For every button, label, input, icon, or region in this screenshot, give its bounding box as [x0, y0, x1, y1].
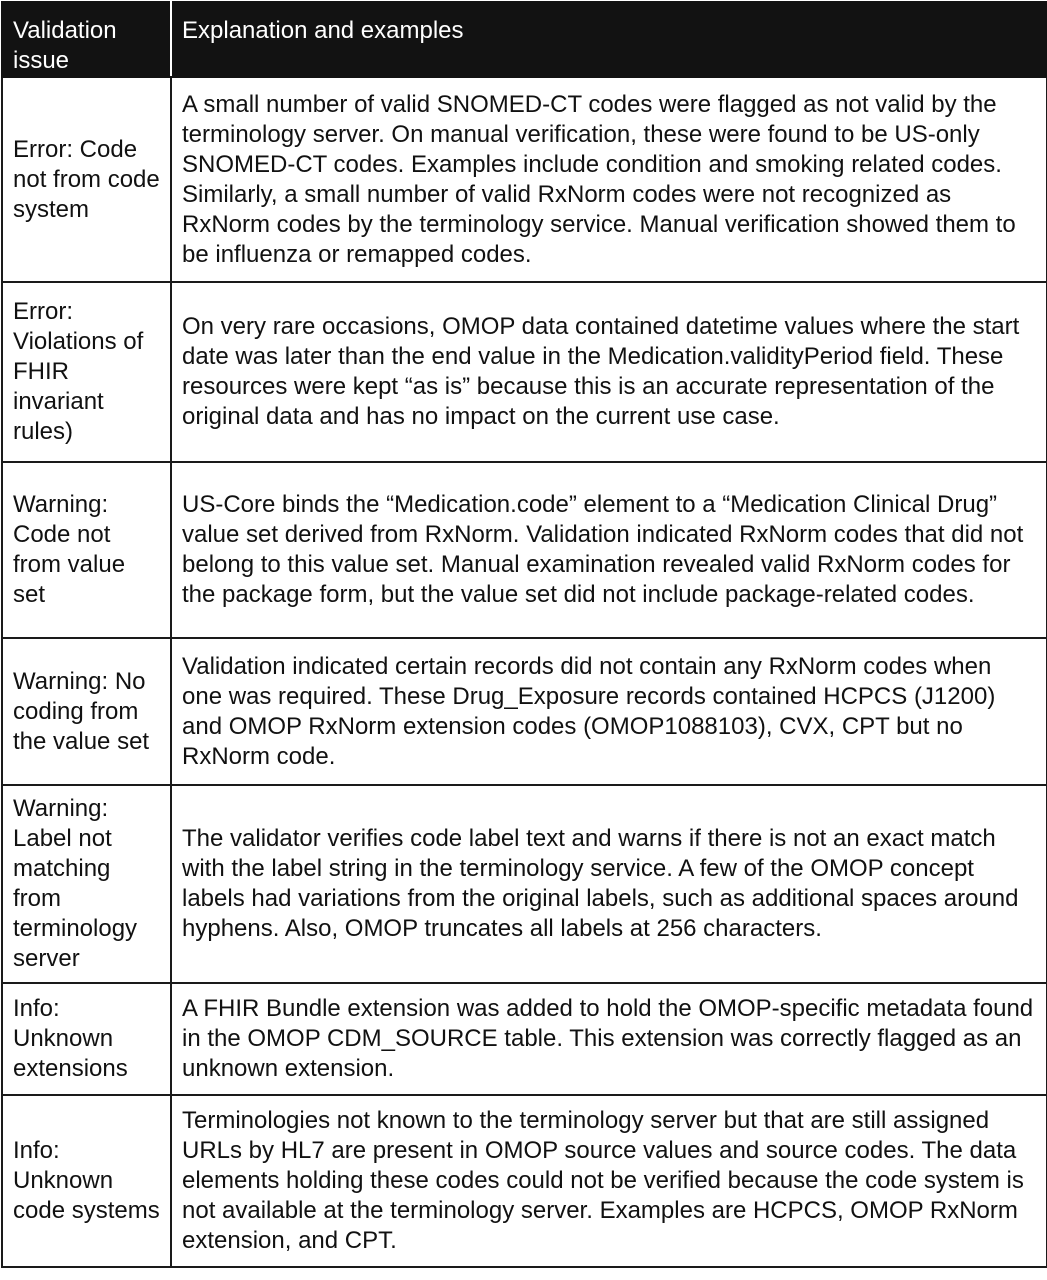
explanation-cell: Validation indicated certain records did not contain any RxNorm codes when one was required. These Drug_Exposure records contained HCPCS (J1200) and OMOP RxNorm extension codes (OMOP1088103), CVX, CPT but no RxNorm code.	[171, 638, 1047, 785]
explanation-cell: A small number of valid SNOMED-CT codes were flagged as not valid by the terminology server. On manual verification, these were found to be US-only SNOMED-CT codes. Examples include condition and smoking related codes. Similarly, a small number of valid RxNorm codes were not recognized as RxNorm codes by the terminology service. Manual verification showed them to be influenza or remapped codes.	[171, 77, 1047, 282]
issue-cell: Warning: No coding from the value set	[2, 638, 171, 785]
table-row	[2, 983, 1047, 1095]
table-row	[2, 462, 1047, 638]
explanation-cell: Terminologies not known to the terminology server but that are still assigned URLs by HL7 are present in OMOP source values and source codes. The data elements holding these codes could not be verified because the code system is not available at the terminology server. Examples are HCPCS, OMOP RxNorm extension, and CPT.	[171, 1095, 1047, 1267]
table-header	[2, 2, 1047, 77]
explanation-cell: On very rare occasions, OMOP data contained datetime values where the start date was later than the end value in the Medication.validityPeriod field. These resources were kept “as is” because this is an accurate representation of the original data and has no impact on the current use case.	[171, 282, 1047, 462]
table-row	[2, 282, 1047, 462]
header-row	[2, 2, 1047, 77]
column-header-validation-issue: Validation issue	[2, 2, 171, 77]
issue-cell: Info: Unknown extensions	[2, 983, 171, 1095]
issue-cell: Error: Code not from code system	[2, 77, 171, 282]
issue-cell: Warning: Label not matching from terminology server	[2, 785, 171, 983]
table-body	[2, 77, 1047, 1267]
explanation-cell: US-Core binds the “Medication.code” element to a “Medication Clinical Drug” value set derived from RxNorm. Validation indicated RxNorm codes that did not belong to this value set. Manual examination revealed valid RxNorm codes for the package form, but the value set did not include package-related codes.	[171, 462, 1047, 638]
validation-issues-table-container	[1, 1, 1046, 1268]
table-row	[2, 1095, 1047, 1267]
column-header-explanation: Explanation and examples	[171, 2, 1047, 77]
issue-cell: Info: Unknown code systems	[2, 1095, 171, 1267]
issue-cell: Warning: Code not from value set	[2, 462, 171, 638]
issue-cell: Error: Violations of FHIR invariant rules)	[2, 282, 171, 462]
table-row	[2, 638, 1047, 785]
validation-issues-table	[1, 1, 1047, 1268]
table-row	[2, 785, 1047, 983]
explanation-cell: A FHIR Bundle extension was added to hold the OMOP-specific metadata found in the OMOP CDM_SOURCE table. This extension was correctly flagged as an unknown extension.	[171, 983, 1047, 1095]
table-row	[2, 77, 1047, 282]
explanation-cell: The validator verifies code label text and warns if there is not an exact match with the label string in the terminology service. A few of the OMOP concept labels had variations from the original labels, such as additional spaces around hyphens. Also, OMOP truncates all labels at 256 characters.	[171, 785, 1047, 983]
